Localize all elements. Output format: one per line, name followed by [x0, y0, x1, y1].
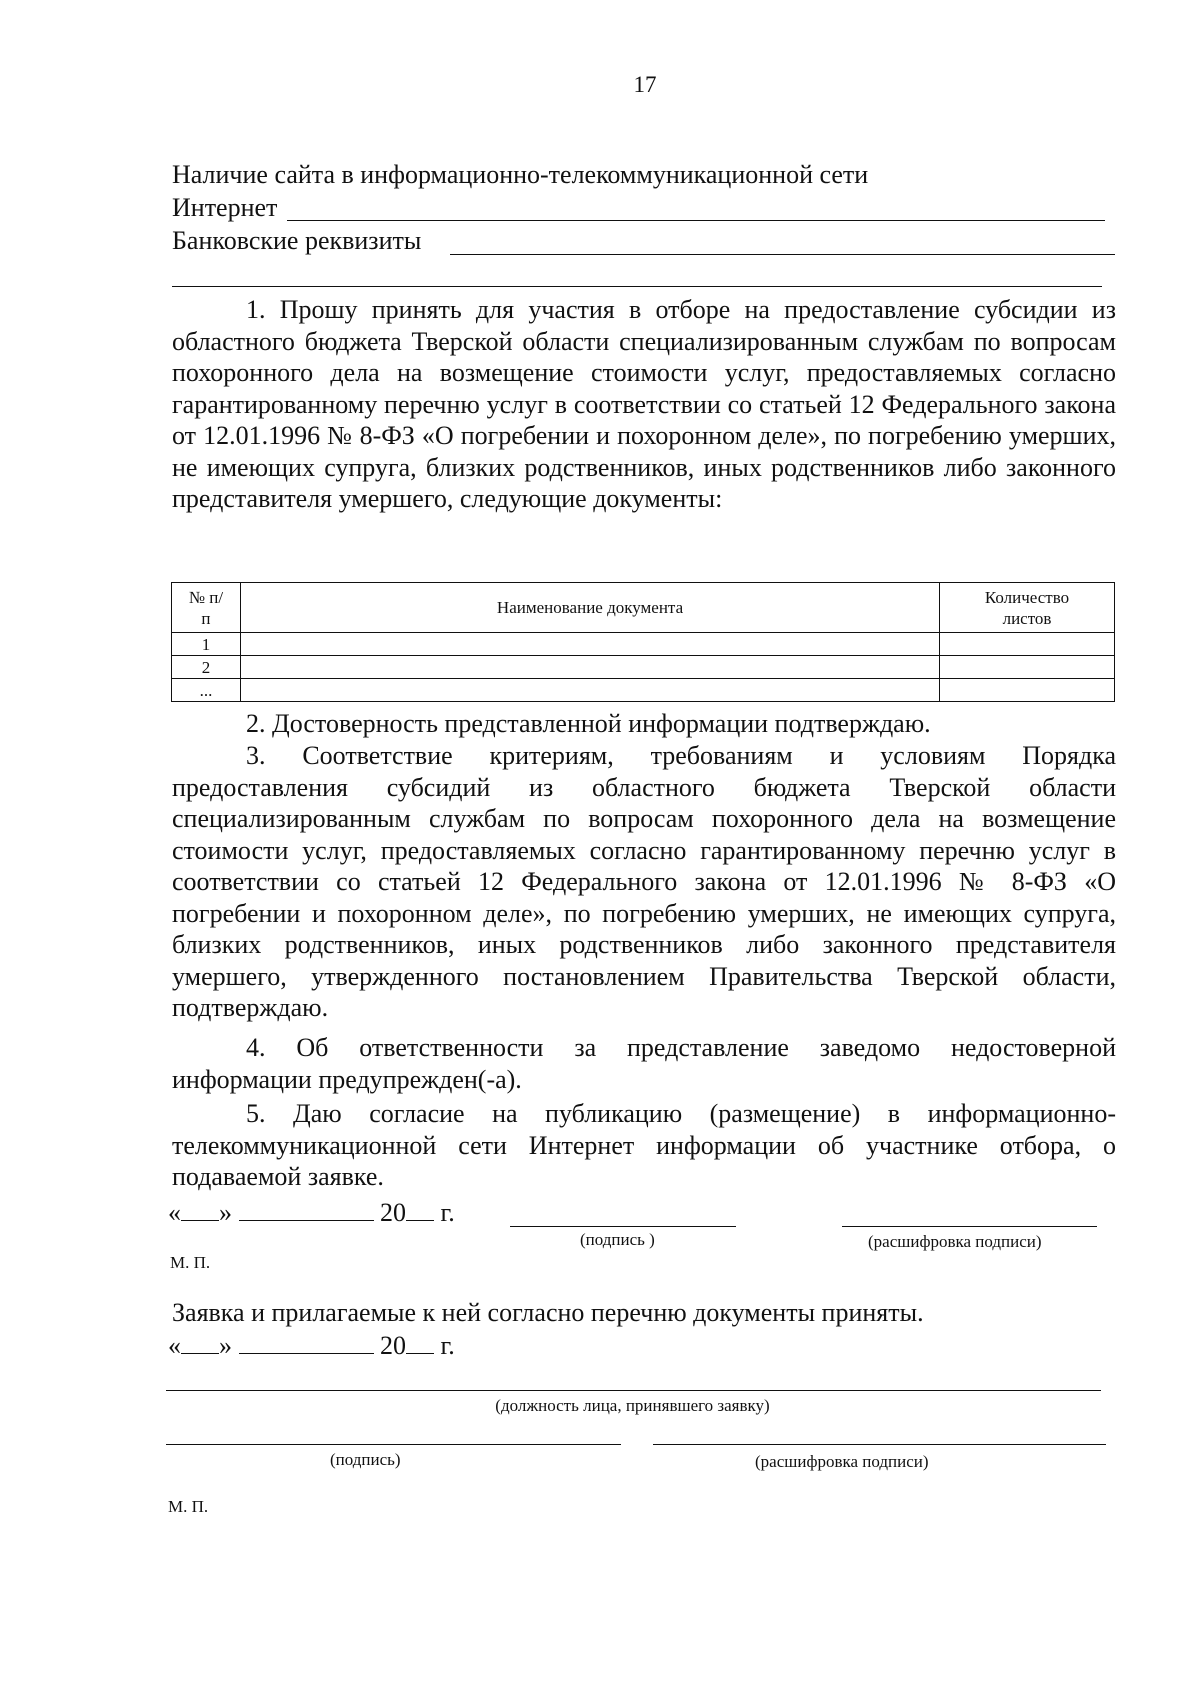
site-fill-line[interactable] — [287, 220, 1105, 221]
year-field[interactable] — [406, 1331, 434, 1354]
year-suffix: г. — [440, 1198, 455, 1227]
receiver-decoding-line[interactable] — [653, 1444, 1106, 1445]
header-sheet-count: Количество листов — [940, 583, 1115, 633]
signature-caption: (подпись ) — [580, 1230, 655, 1249]
paragraph-3: 3. Соответствие критериям, требованиям и условиям Порядка предоставления субсидий из областного бюджета Тверской области специализированным службам по вопросам похоронного дела на возмещение стоимости услуг, предоставляемых согласно гарантированному перечню услуг в соответствии со статьей 12 Федерального закона от 12.01.1996 № 8-ФЗ «О погребении и похоронном деле», по погребению умерших, не имеющих супруга, близких родственников, иных родственников либо законного представителя умершего, утвержденного постановлением Правительства Тверской области, подтверждаю. — [172, 741, 1116, 1022]
stamp-label: М. П. — [170, 1253, 211, 1272]
site-label-line-2: Интернет — [172, 193, 278, 222]
bank-details-label: Банковские реквизиты — [172, 226, 422, 255]
bank-details-fill-line[interactable] — [450, 254, 1115, 255]
year-field[interactable] — [406, 1198, 434, 1221]
day-field[interactable] — [181, 1331, 219, 1354]
applicant-signature-line[interactable] — [510, 1226, 736, 1227]
accepted-text: Заявка и прилагаемые к ней согласно перечню документы приняты. — [172, 1298, 924, 1327]
receiver-position-line[interactable] — [166, 1390, 1101, 1391]
row-document-cell[interactable] — [240, 656, 939, 679]
month-field[interactable] — [239, 1331, 374, 1354]
year-prefix: 20 — [380, 1198, 406, 1227]
page-number: 17 — [633, 72, 657, 97]
receiver-signature-line[interactable] — [166, 1444, 621, 1445]
paragraph-5: 5. Даю согласие на публикацию (размещение) в информационно-телекоммуникационной сети Интернет информации об участнике отбора, о подаваемой заявке. — [172, 1099, 1116, 1191]
date-open-quote: « — [168, 1198, 181, 1227]
paragraph-4: 4. Об ответственности за представление заведомо недостоверной информации предупрежден(-а). — [172, 1033, 1116, 1094]
month-field[interactable] — [239, 1198, 374, 1221]
header-document-name: Наименование документа — [240, 583, 939, 633]
row-count-cell[interactable] — [940, 656, 1115, 679]
row-document-cell[interactable] — [240, 679, 939, 702]
receiver-position-caption: (должность лица, принявшего заявку) — [495, 1396, 770, 1415]
day-field[interactable] — [181, 1198, 219, 1221]
row-number: 1 — [172, 633, 241, 656]
acceptance-date-line — [168, 1331, 455, 1361]
receiver-decoding-caption: (расшифровка подписи) — [755, 1452, 929, 1471]
documents-table — [171, 582, 1115, 702]
site-label-line-1: Наличие сайта в информационно-телекоммуникационной сети — [172, 160, 869, 189]
row-count-cell[interactable] — [940, 633, 1115, 656]
row-number: 2 — [172, 656, 241, 679]
receiver-signature-caption: (подпись) — [330, 1450, 401, 1469]
header-number: № п/п — [172, 583, 241, 633]
row-number: ... — [172, 679, 241, 702]
decoding-caption: (расшифровка подписи) — [868, 1232, 1042, 1251]
year-prefix: 20 — [380, 1331, 406, 1360]
stamp-label-2: М. П. — [168, 1497, 209, 1516]
table-row — [172, 656, 1115, 679]
applicant-date-line — [168, 1198, 455, 1228]
row-count-cell[interactable] — [940, 679, 1115, 702]
table-row — [172, 633, 1115, 656]
date-close-quote: » — [219, 1198, 232, 1227]
paragraph-1: 1. Прошу принять для участия в отборе на предоставление субсидии из областного бюджета Тверской области специализированным службам по вопросам похоронного дела на возмещение стоимости услуг, предоставляемых согласно гарантированному перечню услуг в соответствии со статьей 12 Федерального закона от 12.01.1996 № 8-ФЗ «О погребении и похоронном деле», по погребению умерших, не имеющих супруга, близких родственников, иных родственников либо законного представителя умершего, следующие документы: — [172, 295, 1116, 513]
table-row — [172, 679, 1115, 702]
date-close-quote: » — [219, 1331, 232, 1360]
date-open-quote: « — [168, 1331, 181, 1360]
table-header-row — [172, 583, 1115, 633]
bank-details-fill-line-2[interactable] — [172, 286, 1102, 287]
paragraph-2: 2. Достоверность представленной информации подтверждаю. — [246, 709, 931, 738]
year-suffix: г. — [440, 1331, 455, 1360]
row-document-cell[interactable] — [240, 633, 939, 656]
applicant-decoding-line[interactable] — [842, 1226, 1097, 1227]
